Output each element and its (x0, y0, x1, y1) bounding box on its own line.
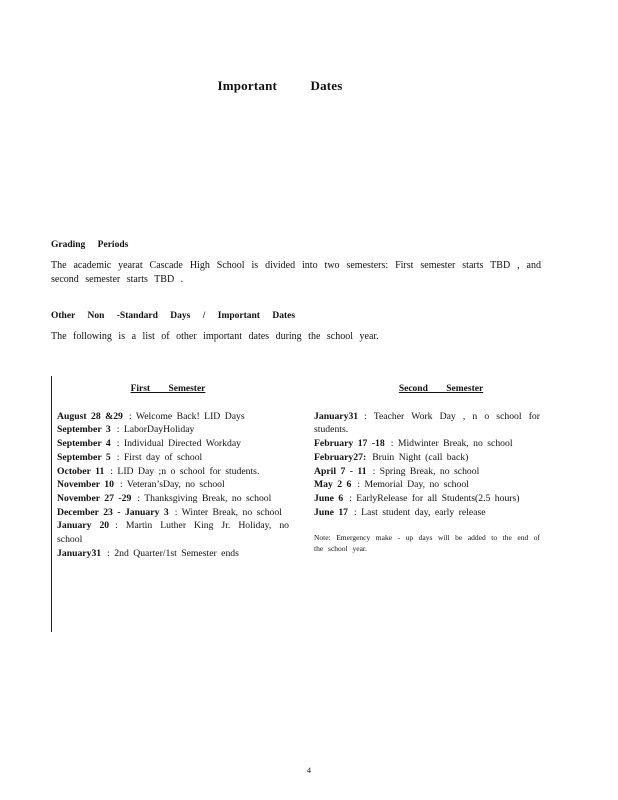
entry-date: October 11 (57, 465, 105, 477)
entry-date: June 17 (314, 506, 349, 518)
entry-description: : LID Day ;n o school for students. (110, 465, 260, 477)
list-item (57, 478, 289, 492)
grading-periods-text: The academic yearat Cascade High School is divided into two semesters: First semester starts TBD , and second semester starts TBD . (51, 260, 541, 285)
entry-description: : Memorial Day, no school (357, 479, 469, 491)
entry-date: August 28 &29 (57, 410, 123, 422)
entry-description: : Spring Break, no school (372, 465, 480, 477)
list-item (314, 437, 540, 451)
entry-description: : Welcome Back! LID Days (128, 410, 245, 422)
entry-date: January31 (57, 547, 102, 559)
grading-periods-heading: Grading Periods (51, 240, 129, 250)
first-semester-column (57, 383, 289, 560)
entry-date: November 27 -29 (57, 492, 132, 504)
other-days-text: The following is a list of other important dates during the school year. (51, 331, 379, 342)
entry-description: : Winter Break, no school (174, 506, 282, 518)
list-item (57, 437, 289, 451)
list-item (57, 465, 289, 479)
entry-description: : Individual Directed Workday (116, 438, 241, 450)
list-item (57, 451, 289, 465)
entry-date: January 20 (57, 520, 110, 532)
entry-description: : Martin Luther King Jr. Holiday, no school (57, 520, 290, 546)
list-item (314, 410, 540, 437)
page-title: Important Dates (217, 78, 343, 93)
second-semester-heading: Second Semester (398, 384, 484, 394)
emergency-note: Note: Emergency make - up days will be added to the end of the school year. (314, 533, 540, 554)
entry-description: : LaborDayHoliday (116, 424, 195, 436)
list-item (314, 506, 540, 520)
list-item (57, 492, 289, 506)
entry-description: : Midwinter Break, no school (390, 438, 513, 450)
entry-date: April 7 - 11 (314, 465, 367, 477)
entry-description: : Veteran’sDay, no school (119, 479, 225, 491)
entry-description: : First day of school (116, 451, 203, 463)
list-item (314, 451, 540, 465)
list-item (57, 423, 289, 437)
entry-description: : EarlyRelease for all Students(2.5 hours) (349, 492, 520, 504)
entry-description: : Teacher Work Day , n o school for students. (314, 410, 540, 436)
list-item (57, 410, 289, 424)
entry-description: Bruin Night (call back) (372, 451, 469, 463)
list-item (314, 492, 540, 506)
entry-date: December 23 - January 3 (57, 506, 169, 518)
list-item (314, 465, 540, 479)
second-semester-list (314, 410, 540, 520)
entry-description: : Last student day, early release (354, 506, 486, 518)
entry-date: June 6 (314, 492, 344, 504)
list-item (57, 506, 289, 520)
entry-date: September 4 (57, 438, 111, 450)
entry-date: January31 (314, 410, 359, 422)
entry-date: September 5 (57, 451, 111, 463)
entry-description: : Thanksgiving Break, no school (137, 492, 272, 504)
entry-date: May 2 6 (314, 479, 352, 491)
entry-date: February 17 -18 (314, 438, 385, 450)
first-semester-list (57, 410, 289, 561)
first-semester-heading: First Semester (130, 384, 206, 394)
column-divider (51, 376, 52, 632)
entry-date: September 3 (57, 424, 111, 436)
page-number: 4 (307, 766, 311, 775)
list-item (314, 478, 540, 492)
entry-date: November 10 (57, 479, 114, 491)
second-semester-column (314, 383, 540, 554)
list-item (57, 547, 289, 561)
entry-date: February27: (314, 451, 367, 463)
entry-description: : 2nd Quarter/1st Semester ends (107, 547, 239, 559)
other-days-heading: Other Non -Standard Days / Important Dates (51, 311, 296, 321)
list-item (57, 519, 289, 546)
